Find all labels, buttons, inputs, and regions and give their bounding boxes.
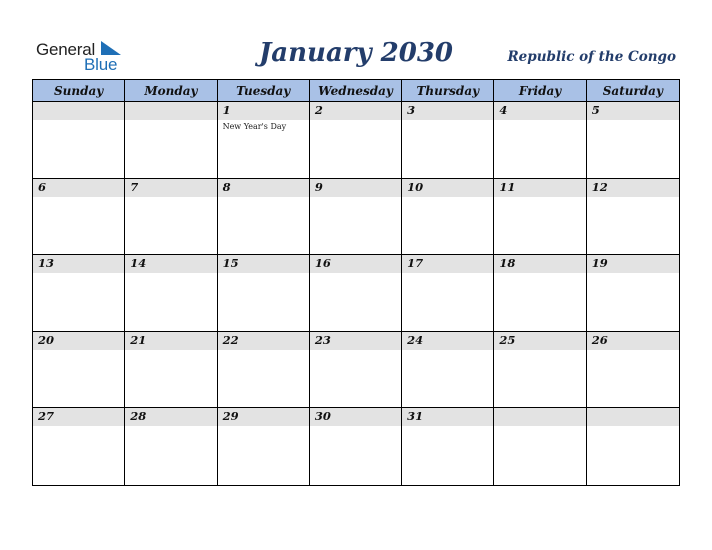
- day-number-band: [494, 408, 585, 426]
- day-number: 16: [314, 256, 331, 271]
- day-cell: [587, 179, 679, 256]
- day-number: 2: [314, 103, 323, 117]
- day-number: 22: [222, 332, 239, 347]
- page-title: January 2030: [258, 38, 454, 68]
- logo-blue-text: Blue: [84, 55, 118, 74]
- day-number: 29: [222, 409, 239, 424]
- day-cell: [310, 255, 402, 332]
- day-number: 3: [407, 103, 416, 117]
- day-cell: [310, 102, 402, 179]
- weekday-header: Monday: [125, 80, 217, 102]
- day-cell: [587, 102, 679, 179]
- day-number-band: [218, 102, 309, 120]
- day-cell: [402, 332, 494, 409]
- day-cell: [494, 255, 586, 332]
- calendar-grid: [32, 79, 680, 486]
- day-cell: [218, 255, 310, 332]
- day-number: 21: [130, 332, 147, 347]
- day-number: 7: [130, 179, 139, 194]
- day-cell: [33, 102, 125, 179]
- day-number-band: [310, 102, 401, 120]
- day-cell: [33, 332, 125, 409]
- day-cell: [125, 102, 217, 179]
- day-number: 12: [591, 179, 608, 194]
- day-cell: [33, 408, 125, 485]
- day-number: 4: [499, 103, 508, 117]
- weekday-header: Sunday: [33, 80, 125, 102]
- day-cell: [402, 408, 494, 485]
- day-cell: [310, 408, 402, 485]
- day-cell: [494, 332, 586, 409]
- logo-general-text: General: [36, 40, 96, 59]
- day-number-band: [125, 102, 216, 120]
- day-number: 5: [591, 103, 600, 117]
- day-number-band: [125, 179, 216, 197]
- weekday-header: Friday: [494, 80, 586, 102]
- day-number: 20: [38, 332, 55, 347]
- day-cell: [587, 255, 679, 332]
- day-number: 18: [499, 256, 516, 271]
- day-number-band: [402, 102, 493, 120]
- day-cell: [587, 332, 679, 409]
- day-cell: [494, 179, 586, 256]
- day-cell: [218, 102, 310, 179]
- day-number: 6: [38, 179, 47, 194]
- day-cell: [125, 179, 217, 256]
- day-number-band: [33, 102, 124, 120]
- day-number-band: [587, 408, 679, 426]
- weekday-header: Saturday: [587, 80, 679, 102]
- day-number-band: [218, 179, 309, 197]
- day-cell: [402, 179, 494, 256]
- country-label: Republic of the Congo: [507, 49, 676, 65]
- day-number: 26: [591, 332, 608, 347]
- day-cell: [33, 179, 125, 256]
- day-number: 23: [314, 332, 331, 347]
- day-cell: [218, 408, 310, 485]
- day-number-band: [310, 179, 401, 197]
- day-number: 19: [591, 256, 608, 271]
- day-cell: [218, 332, 310, 409]
- day-number-band: [33, 179, 124, 197]
- day-number: 25: [499, 332, 516, 347]
- day-number: 14: [130, 256, 147, 271]
- day-number: 28: [130, 409, 147, 424]
- weekday-header: Thursday: [402, 80, 494, 102]
- day-number: 30: [314, 409, 331, 424]
- day-number-band: [494, 102, 585, 120]
- day-cell: [125, 332, 217, 409]
- day-number: 1: [222, 103, 231, 117]
- day-cell: [310, 179, 402, 256]
- day-number: 27: [38, 409, 55, 424]
- weekday-header: Wednesday: [310, 80, 402, 102]
- day-cell: [494, 102, 586, 179]
- day-cell: [402, 255, 494, 332]
- day-cell: [310, 332, 402, 409]
- day-number: 13: [38, 256, 55, 271]
- day-number: 15: [222, 256, 239, 271]
- day-cell: [125, 255, 217, 332]
- day-number-band: [587, 102, 679, 120]
- day-cell: [402, 102, 494, 179]
- day-number: 9: [314, 179, 323, 194]
- day-cell: [125, 408, 217, 485]
- day-number: 11: [499, 179, 516, 194]
- day-number: 10: [407, 179, 424, 194]
- day-cell: [33, 255, 125, 332]
- day-number: 24: [407, 332, 424, 347]
- day-number: 31: [407, 409, 424, 424]
- holiday-label: New Year's Day: [222, 122, 287, 131]
- weekday-header: Tuesday: [218, 80, 310, 102]
- day-cell: [587, 408, 679, 485]
- day-cell: [218, 179, 310, 256]
- day-number: 8: [222, 179, 231, 194]
- day-number: 17: [407, 256, 424, 271]
- day-cell: [494, 408, 586, 485]
